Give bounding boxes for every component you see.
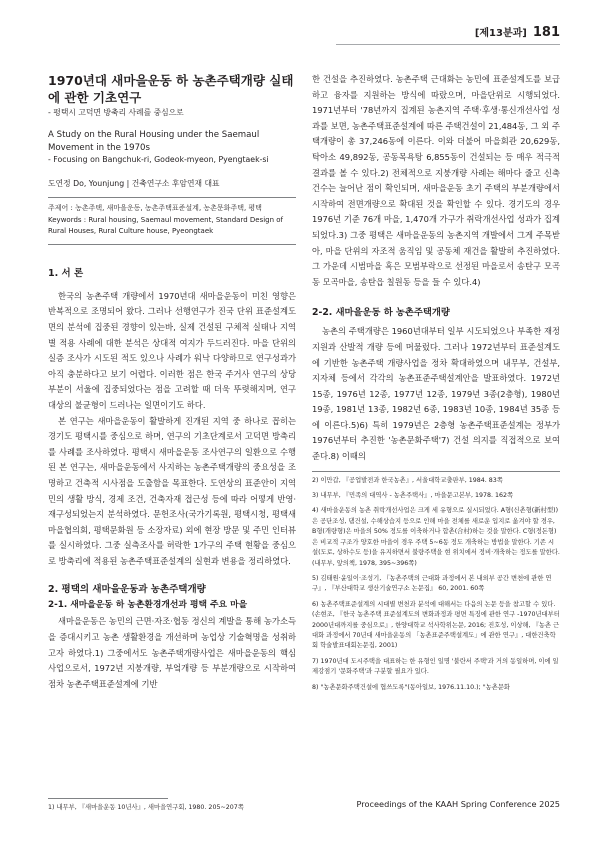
keywords-divider (48, 244, 296, 245)
author-line: 도연정 Do, Younjung | 건축연구소 후암연재 대표 (48, 179, 220, 188)
intro-paragraph-1: 한국의 농촌주택 개량에서 1970년대 새마을운동이 미친 영향은 반복적으로 조명되어 왔다. 그러나 선행연구가 진국 단위 표준설계도면의 분석에 집중된 경향이 있는바, 실제 건설된 구체적 실태나 지역별 적용 사례에 대한 분석은 상대적 여지가 두드러진다. 마을 단위의 실증 조사가 시도된 적도 있으나 사례가 워낙 다양하므로 연구성과가 아직 충분하다고 보기 어렵다. 이러한 점은 한국 주거사 연구의 상당 부분이 서울에 집중되었다는 점을 고려할 때 더욱 뚜렷해지며, 연구 대상의 불균형이 드러나는 일면이기도 하다. (48, 290, 296, 410)
session-label: [제13분과] (474, 28, 527, 39)
section2-2-paragraph: 농촌의 주택개량은 1960년대부터 일부 시도되었으나 부족한 재정지원과 산발적 개량 등에 머물렀다. 그러나 1972년부터 표준설계도에 기반한 농촌주택 개량사업을 정차 확대하였으며 내무부, 건설부, 지자체 등에서 각각의 농촌표준주택설계안을 발표하였다. 1972년 15종, 1976년 12종, 1977년 12종, 1979년 3종(2층형), 1980년 19종, 1981년 13종, 1982년 6종, 1983년 10종, 1984년 35종 등에 이른다.5)6) 특히 1979년은 2층형 농촌주택표준설계는 정부가 1976년부터 추진한 '농촌문화주택'7) 건설 의지를 직접적으로 보여준다.8) 이때의 (312, 326, 560, 462)
paper-subtitle-en: - Focusing on Bangchuk-ri, Godeok-myeon, Pyengtaek-si (48, 155, 269, 164)
title-block (48, 72, 296, 245)
section2-paragraph-right: 한 건설을 추진하였다. 농촌주택 근대화는 농민에 표준설계도를 보급하고 융자를 지원하는 방식에 따랐으며, 마을단위로 시행되었다. 1971년부터 '78년까지 집계된 농촌지역 주택·후생·통신개선사업 성과를 보면, 농촌주택표준설계에 따른 주택건설이 21,484동, 그 외 주택개량이 총 37,246동에 이른다. 이와 더불어 마을회관 20,629동, 탁아소 49,892동, 공동목욕탕 6,855동이 건설되는 등 매우 적극적 결과를 볼 수 있다.2) 전체적으로 지붕개량 사례는 해마다 줄고 신축 건수는 늘어난 점이 확인되며, 새마을운동 초기 주택의 부분개량에서 시작하여 전면개량으로 확대된 것을 확인할 수 있다. 경기도의 경우 1976년 기준 76개 마을, 1,470개 가구가 취락개선사업 성과가 집계되었다.3) 그중 평택은 새마을운동의 농촌지역 개발에서 그게 주목받아, 마을 단위의 자조적 움직임 및 공동체 재건을 활발히 추진하였다. 그 가운데 시범마을 혹은 모범부락으로 선정된 마을로서 송탄구 모곡동 모곡마을, 송탄읍 칠원동 등을 들 수 있다.4) (312, 74, 560, 287)
section-heading-2: 2. 평택의 새마을운동과 농촌주택개량 (48, 584, 206, 596)
footer-proceedings: Proceedings of the KAAH Spring Conference 2025 (356, 799, 560, 809)
paper-title-ko: 1970년대 새마을운동 하 농촌주택개량 실태에 관한 기초연구 (48, 73, 294, 105)
section-heading-intro: 1. 서 론 (48, 267, 84, 279)
footnote-8: 8) "농촌문화주택건설에 협쓰도록"(동아일보, 1976.11.10.); "농촌문화 (312, 683, 510, 691)
paper-title-en: A Study on the Rural Housing under the Saemaul Movement in the 1970s (48, 130, 260, 153)
footnote-1: 1) 내무부, 『새마을운동 10년사』, 새마을연구회, 1980. 205~207쪽 (48, 804, 244, 811)
subsection-heading-2-2: 2-2. 새마을운동 하 농촌주택개량 (312, 307, 450, 319)
intro-paragraph-2: 본 연구는 새마을운동이 활발하게 진개된 지역 중 하나로 꼽히는 경기도 평택시를 중심으로 하며, 연구의 기초단계로서 고덕면 방축리를 사례를 조사하였다. 평택시 새마을운동 조사연구의 일환으로 수행된 본 연구는, 새마을운동에서 사지하는 농촌주택개량의 중요성을 조명하고 건축적 시사점을 도출함을 목표한다. 도연상의 표준안이 지역민의 생활 방식, 경제 조건, 건축자재 접근성 등에 따라 어떻게 반영·재구성되었는지 분석하였다. 문헌조사(국가기록원, 평택시청, 평택새마을협의회, 평택문화원 등 소장자료) 외에 현장 방문 및 주민 인터뷰를 실시하였다. 그중 실측조사를 허락한 1가구의 주택 현황을 중심으로 방축리에 적용된 농촌주택표준설계의 실현과 변용을 정리하였다. (48, 415, 296, 566)
footnote-4: 4) 새마을운동의 농촌 취락개선사업은 크게 세 유형으로 실시되었다. A형(신촌형(新村型))은 공단조성, 댐건설, 수해상습지 등으로 인해 마을 전체를 새로운 입지로 옮겨야 할 경우, B형(개량형)은 마을의 50% 정도를 이축하거나 합촌(合村)하는 것을 말한다. C형(정돈형)은 비교적 구조가 양호한 마을이 경우 주택 5~6동 정도 개축하는 방법을 말한다. 기존 시설(도로, 상하수도 등)을 유지하면서 불량주택을 현 위치에서 정비·개축하는 정도를 말한다.(내무부, 앞의책, 1978, 395~396쪽) (312, 507, 560, 567)
footnote-5: 5) 김태원·윤일이·조성기, 『농촌주택의 근대화 과정에서 본 내외부 공간 변천에 관한 연구』, 『부산대학교 생산기술연구소 논문집』 60, 2001. 60쪽 (312, 574, 552, 593)
keywords-ko: 주제어 : 농촌주택, 새마을운동, 농촌주택표준설계, 농촌문화주택, 평택 (48, 204, 262, 212)
section2-paragraph-left: 새마을운동은 농민의 근면·자조·협동 정신의 계발을 통해 농가소득을 증대시키고 농촌 생활환경을 개선하며 농업상 기술혁명을 성취하고자 하였다.1) 그중에서도 농촌주택개량사업은 새마을운동의 핵심사업으로서, 1972년 지붕개량, 부엌개량 등 부분개량으로 시작하여 점차 농촌주택표준설계에 기반 (48, 616, 296, 689)
title-divider (48, 197, 296, 198)
right-column (312, 72, 560, 693)
header-rule (336, 44, 560, 45)
right-footnote-rule (312, 471, 560, 472)
left-footnote-rule (48, 798, 168, 799)
paper-subtitle-ko: - 평택시 고덕면 방축리 사례를 중심으로 (48, 108, 184, 117)
running-header (475, 24, 560, 46)
footnote-6: 6) 농촌주택표준설계의 시대별 변천과 분석에 대해서는 다음의 논문 등을 참고할 수 있다. (손현조, 『한국 농촌주택 표준설계도의 변화과정과 평면 특징에 관한 연구 -1970년대부터 2000년대까지를 중심으로』, 한양대학교 석사학위논문, 2016; 진호성, 이상해, 『농촌 근대화 과정에서 70년대 새마을운동의 「농촌표준주택설계도」에 관한 연구』, 대한건축학회 학술발표대회논문집, 2001) (312, 600, 560, 650)
footnote-2: 2) 이만갑, 『공업발전과 한국농촌』, 서울대학교출판부, 1984. 83쪽 (312, 476, 503, 484)
subsection-heading-2-1: 2-1. 새마을운동 하 농촌환경개선과 평택 주요 마을 (48, 600, 248, 611)
page-number: 181 (532, 25, 560, 40)
left-column (48, 72, 296, 692)
footnote-7: 7) 1970년대 도시주택을 대표하는 한 유형인 일명 '불란서 주택'과 거의 동일하며, 이에 일제강점기 '문화주택'과 구분할 필요가 있다. (312, 657, 559, 676)
left-footnotes (48, 792, 296, 813)
keywords-en: Keywords : Rural housing, Saemaul movement, Standard Design of Rural Houses, Rural Culture house, Pyeongtaek (48, 215, 284, 236)
footnote-3: 3) 내무부, 『민족의 대역사 - 농촌주택사』, 마을문고본부, 1978. 162쪽 (312, 492, 514, 500)
